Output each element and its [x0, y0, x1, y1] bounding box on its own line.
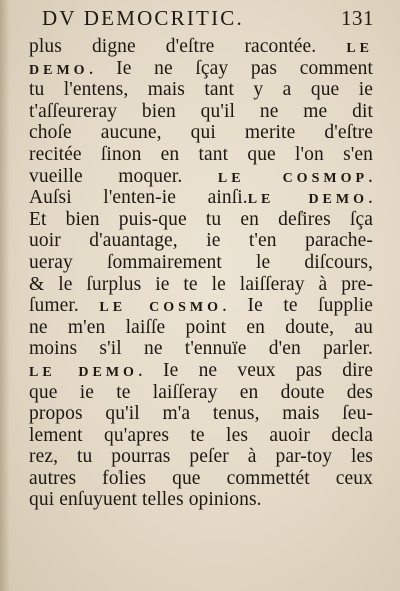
paper-speck — [118, 470, 122, 474]
text-run: . Ie ne ſçay pas comment — [88, 57, 373, 79]
text-line: uoir d'auantage, ie t'en parache- — [29, 230, 373, 252]
text-line: rez, tu pourras peſer à par-toy les — [29, 446, 373, 468]
body-text — [29, 36, 373, 511]
text-line: autres folies que commettét ceux — [29, 467, 373, 489]
text-run: . — [368, 165, 373, 187]
text-line: t'aſſeureray bien qu'il ne me dit — [29, 100, 373, 122]
paper-speck — [300, 212, 304, 216]
text-line: ne m'en laiſſe point en doute, au — [29, 316, 373, 338]
text-line: ueray ſommairement le diſcours, — [29, 251, 373, 273]
speaker-label: LE DEMO — [29, 364, 138, 380]
text-line: propos qu'il m'a tenus, mais ſeu- — [29, 403, 373, 425]
speaker-label: LE COSMO — [99, 300, 223, 316]
text-line — [29, 36, 373, 58]
text-run: Auſsi l'enten-ie ainſi. — [29, 187, 248, 209]
text-line — [29, 360, 373, 382]
text-line: lement qu'apres te les auoir decla — [29, 424, 373, 446]
text-line: & le ſurplus ie te le laiſſeray à pre- — [29, 273, 373, 295]
text-line: qui enſuyuent telles opinions. — [29, 489, 262, 511]
text-line: choſe aucune, qui merite d'eſtre — [29, 122, 373, 144]
text-line — [29, 58, 373, 80]
text-line — [29, 166, 373, 188]
page-number: 131 — [341, 6, 374, 30]
text-run: . Ie te ſupplie — [222, 295, 373, 317]
gutter-shadow — [0, 0, 10, 591]
speaker-label: LE DEMO — [247, 192, 368, 208]
text-line: que ie te laiſſeray en doute des — [29, 381, 373, 403]
text-line: moins s'il ne t'ennuïe d'en parler. — [29, 338, 373, 360]
text-run: ſumer. — [29, 295, 100, 317]
text-run: plus digne d'eſtre racontée. — [29, 36, 347, 57]
running-head — [42, 6, 374, 32]
speaker-label: LE — [346, 41, 373, 56]
speaker-label: LE COSMOP — [217, 170, 369, 186]
text-run: . — [368, 187, 373, 209]
text-run: . Ie ne veux pas dire — [137, 359, 373, 381]
text-line — [29, 295, 373, 317]
text-line — [29, 187, 373, 209]
text-line: recitée ſinon en tant que l'on s'en — [29, 143, 373, 165]
speaker-label: DEMO — [29, 62, 89, 78]
text-run: vueille moquer. — [29, 165, 218, 187]
text-line: Et bien puis-que tu en deſires ſça — [29, 208, 373, 230]
running-title: DV DEMOCRITIC. — [42, 6, 244, 30]
text-line: tu l'entens, mais tant y a que ie — [29, 79, 373, 101]
